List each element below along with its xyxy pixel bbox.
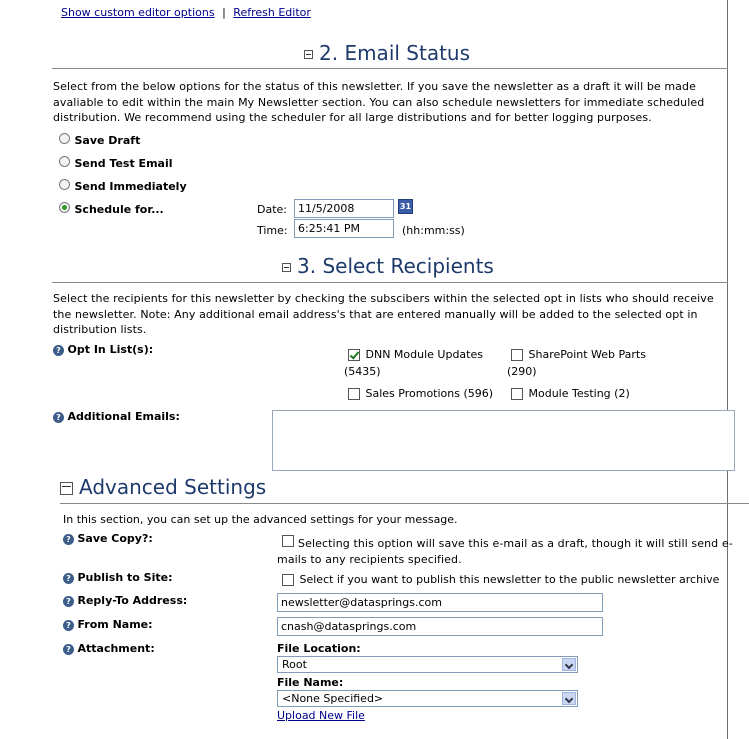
list-name: SharePoint Web Parts bbox=[528, 348, 646, 361]
upload-new-file-link[interactable]: Upload New File bbox=[277, 709, 365, 722]
optin-list-sales-promotions[interactable] bbox=[348, 387, 493, 400]
advanced-settings-header bbox=[60, 475, 266, 499]
date-input[interactable]: 11/5/2008 bbox=[294, 199, 394, 218]
file-location-value: Root bbox=[282, 658, 307, 671]
checkbox[interactable] bbox=[511, 388, 523, 400]
checkbox[interactable] bbox=[348, 388, 360, 400]
help-icon[interactable]: ? bbox=[63, 573, 74, 584]
radio-label: Save Draft bbox=[74, 134, 141, 147]
recipients-description: Select the recipients for this newsletter by checking the subscibers within the selected opt in lists who should receive the newsletter. Note: Any additional email address's that are entered manually will be added to the selected opt in distribution lists. bbox=[53, 292, 714, 336]
calendar-icon[interactable]: 31 bbox=[398, 199, 413, 214]
radio-label: Send Test Email bbox=[74, 157, 173, 170]
file-location-select[interactable] bbox=[277, 656, 578, 673]
link-separator: | bbox=[222, 6, 226, 19]
list-name: Sales Promotions (596) bbox=[365, 387, 494, 400]
reply-to-field-label bbox=[63, 594, 187, 607]
radio-label: Schedule for... bbox=[74, 203, 164, 216]
time-format-hint: (hh:mm:ss) bbox=[402, 224, 465, 237]
additional-emails-textarea[interactable] bbox=[272, 410, 735, 471]
section-divider bbox=[60, 503, 749, 504]
list-count: (290) bbox=[507, 365, 537, 378]
radio-button[interactable] bbox=[59, 156, 70, 167]
from-name-label: From Name: bbox=[77, 618, 153, 631]
chevron-down-icon[interactable] bbox=[562, 658, 576, 671]
checkbox-checked[interactable] bbox=[348, 349, 360, 361]
from-name-input[interactable]: cnash@datasprings.com bbox=[277, 617, 603, 636]
page-right-border bbox=[727, 0, 728, 739]
from-name-field-label bbox=[63, 618, 153, 631]
time-label: Time: bbox=[257, 224, 288, 237]
publish-label: Publish to Site: bbox=[77, 571, 173, 584]
date-label: Date: bbox=[257, 203, 287, 216]
chevron-down-icon[interactable] bbox=[562, 692, 576, 705]
additional-emails-label: Additional Emails: bbox=[67, 410, 180, 423]
radio-label: Send Immediately bbox=[74, 180, 187, 193]
file-name-label: File Name: bbox=[277, 676, 344, 689]
collapse-advanced-icon[interactable] bbox=[60, 482, 73, 495]
recipients-header bbox=[282, 254, 494, 278]
radio-schedule-for[interactable] bbox=[59, 202, 164, 216]
radio-button[interactable] bbox=[59, 133, 70, 144]
list-name: DNN Module Updates bbox=[365, 348, 483, 361]
refresh-editor-link[interactable]: Refresh Editor bbox=[233, 6, 311, 19]
save-copy-label: Save Copy?: bbox=[77, 532, 153, 545]
attachment-field-label bbox=[63, 642, 155, 655]
advanced-intro: In this section, you can set up the advanced settings for your message. bbox=[63, 513, 458, 526]
radio-save-draft[interactable] bbox=[59, 133, 140, 147]
radio-send-immediately[interactable] bbox=[59, 179, 187, 193]
publish-field-label bbox=[63, 571, 172, 584]
list-count: (5435) bbox=[344, 365, 381, 378]
reply-to-label: Reply-To Address: bbox=[77, 594, 188, 607]
help-icon[interactable]: ? bbox=[63, 644, 74, 655]
collapse-email-status-icon[interactable] bbox=[304, 50, 313, 59]
help-icon[interactable]: ? bbox=[53, 412, 64, 423]
additional-emails-field-label bbox=[53, 410, 180, 423]
email-status-description: Select from the below options for the status of this newsletter. If you save the newsletter as a draft it will be made avaliable to edit within the main My Newsletter section. You can also schedule newsletters for immediate scheduled distribution. We recommend using the scheduler for all large distributions and for better logging purposes. bbox=[53, 80, 705, 124]
help-icon[interactable]: ? bbox=[63, 534, 74, 545]
optin-field-label bbox=[53, 343, 153, 356]
radio-button[interactable] bbox=[59, 179, 70, 190]
file-name-select[interactable] bbox=[277, 690, 578, 707]
list-name: Module Testing (2) bbox=[528, 387, 630, 400]
optin-label: Opt In List(s): bbox=[67, 343, 154, 356]
file-location-label: File Location: bbox=[277, 642, 361, 655]
publish-checkbox[interactable] bbox=[282, 574, 294, 586]
time-input[interactable]: 6:25:41 PM bbox=[294, 219, 394, 238]
help-icon[interactable]: ? bbox=[63, 620, 74, 631]
collapse-recipients-icon[interactable] bbox=[282, 263, 291, 272]
email-status-title: 2. Email Status bbox=[319, 41, 471, 65]
optin-list-sharepoint-web-parts[interactable] bbox=[511, 348, 646, 361]
publish-description: Select if you want to publish this newsletter to the public newsletter archive bbox=[299, 573, 720, 586]
attachment-label: Attachment: bbox=[77, 642, 155, 655]
checkbox[interactable] bbox=[511, 349, 523, 361]
section-divider bbox=[52, 68, 728, 69]
file-name-value: <None Specified> bbox=[282, 692, 384, 705]
save-copy-field-label bbox=[63, 532, 153, 545]
advanced-title: Advanced Settings bbox=[79, 475, 267, 499]
reply-to-input[interactable]: newsletter@datasprings.com bbox=[277, 593, 603, 612]
show-custom-editor-link[interactable]: Show custom editor options bbox=[61, 6, 215, 19]
save-copy-description: Selecting this option will save this e-mail as a draft, though it will still send e-mails to any recipients specified. bbox=[277, 537, 733, 566]
section-divider bbox=[52, 282, 728, 283]
help-icon[interactable]: ? bbox=[53, 345, 64, 356]
optin-list-module-testing[interactable] bbox=[511, 387, 630, 400]
recipients-title: 3. Select Recipients bbox=[297, 254, 494, 278]
publish-option[interactable] bbox=[282, 573, 719, 586]
help-icon[interactable]: ? bbox=[63, 596, 74, 607]
radio-send-test-email[interactable] bbox=[59, 156, 173, 170]
radio-button-selected[interactable] bbox=[59, 202, 70, 213]
email-status-header bbox=[304, 41, 470, 65]
editor-links bbox=[61, 6, 311, 19]
optin-list-dnn-module-updates[interactable] bbox=[348, 348, 483, 361]
